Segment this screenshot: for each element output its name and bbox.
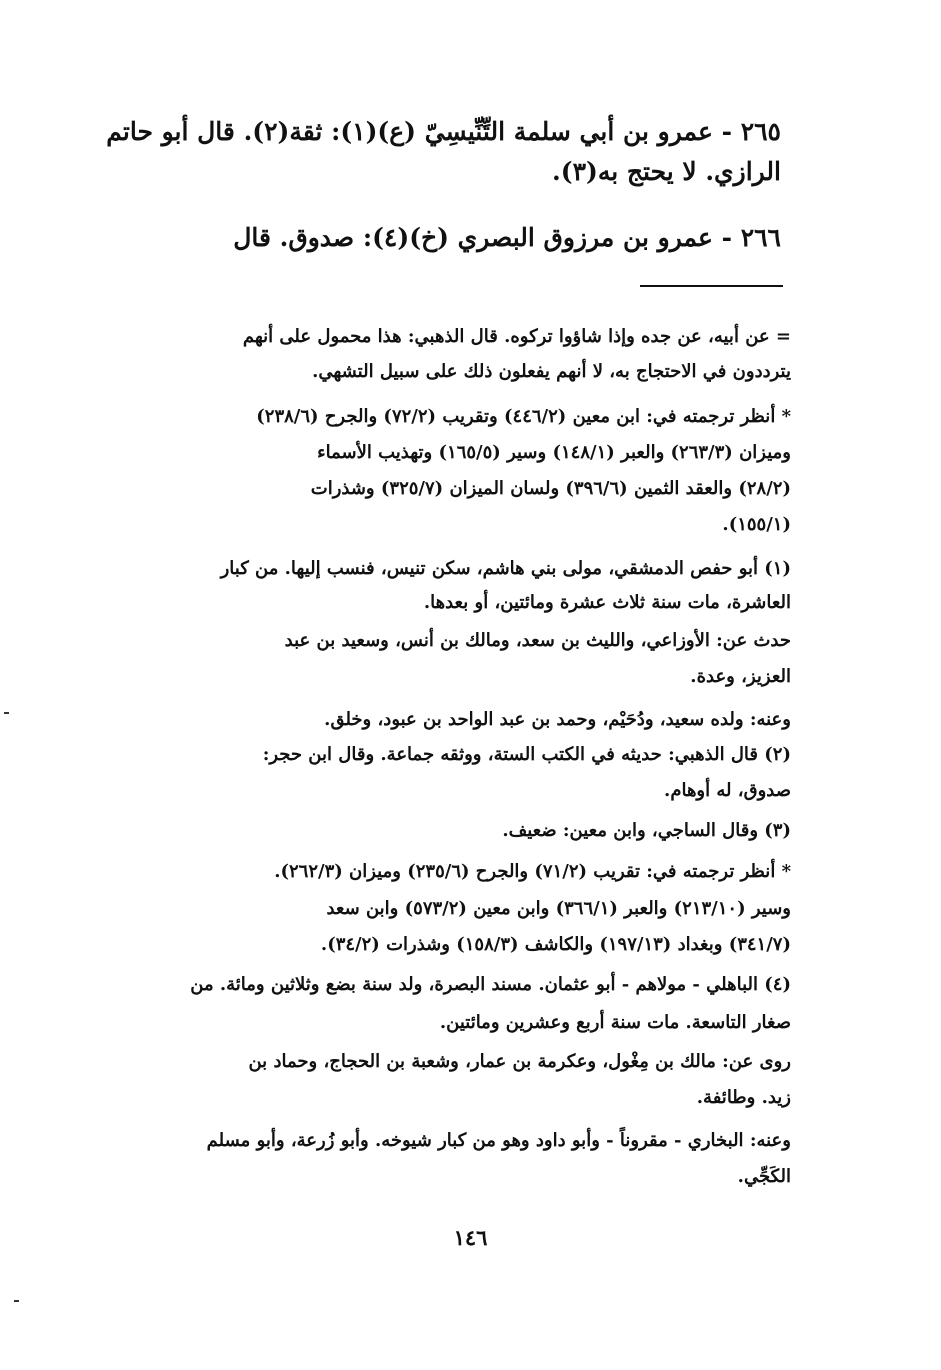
entry-265-line-2: [161, 152, 781, 192]
entry-text: الرازي. لا يحتج به(٣).: [552, 157, 781, 186]
entry-266: [101, 218, 781, 258]
footnote-line: وميزان (٢٦٣/٣) والعبر (١٤٨/١) وسير (١٦٥/٥) وتهذيب الأسماء: [317, 442, 791, 463]
scan-speck: [4, 712, 9, 714]
footnote-line: وسير (٢١٣/١٠) والعبر (٣٦٦/١) وابن معين (٥٧٣/٢) وابن سعد: [326, 898, 791, 919]
footnote-line: صغار التاسعة. مات سنة أربع وعشرين ومائتين.: [439, 1012, 791, 1033]
footnote-line: الكَجِّي.: [737, 1166, 791, 1187]
entry-text: - عمرو بن مرزوق البصري (خ)(٤): صدوق. قال: [233, 223, 732, 252]
footnote-line: روى عن: مالك بن مِغْول، وعكرمة بن عمار، وشعبة بن الحجاج، وحماد بن: [248, 1051, 791, 1072]
footnote-line: حدث عن: الأوزاعي، والليث بن سعد، ومالك بن أنس، وسعيد بن عبد: [284, 630, 791, 651]
footnote-line: صدوق، له أوهام.: [664, 780, 791, 801]
footnote-line: (٣٤١/٧) وبغداد (١٩٧/١٣) والكاشف (١٥٨/٣) وشذرات (٣٤/٢).: [320, 934, 791, 955]
entry-number: ٢٦٦: [740, 223, 781, 252]
footnote-line: * أنظر ترجمته في: ابن معين (٤٤٦/٢) وتقريب (٧٢/٢) والجرح (٢٣٨/٦): [256, 406, 791, 427]
footnote-line: (٤) الباهلي - مولاهم - أبو عثمان. مسند البصرة، ولد سنة بضع وثلاثين ومائة. من: [190, 974, 791, 995]
footnote-line: (٢٨/٢) والعقد الثمين (٣٩٦/٦) ولسان الميزان (٣٢٥/٧) وشذرات: [310, 478, 791, 499]
page-number: ١٤٦: [453, 1225, 488, 1250]
entry-265-line-1: [101, 112, 781, 152]
footnote-line: (١٥٥/١).: [722, 514, 791, 535]
footnote-line: العاشرة، مات سنة ثلاث عشرة ومائتين، أو بعدها.: [423, 592, 791, 613]
scan-speck: [14, 1300, 19, 1302]
footnote-line: زيد. وطائفة.: [696, 1087, 791, 1108]
footnote-line: * أنظر ترجمته في: تقريب (٧١/٢) والجرح (٢٣٥/٦) وميزان (٢٦٢/٣).: [274, 861, 791, 882]
footnote-separator: [640, 285, 783, 287]
footnote-line: يترددون في الاحتجاج به، لا أنهم يفعلون ذلك على سبيل التشهي.: [312, 361, 791, 382]
footnote-line: العزيز، وعدة.: [690, 666, 791, 687]
footnote-line: (٢) قال الذهبي: حديثه في الكتب الستة، ووثقه جماعة. وقال ابن حجر:: [262, 744, 791, 765]
footnote-line: = عن أبيه، عن جده وإذا شاؤوا تركوه. قال الذهبي: هذا محمول على أنهم: [242, 326, 791, 347]
footnote-line: (١) أبو حفص الدمشقي، مولى بني هاشم، سكن تنيس، فنسب إليها. من كبار: [220, 558, 791, 579]
entry-text: - عمرو بن أبي سلمة التِّنِّيسِيّ (ع)(١): ثقة(٢). قال أبو حاتم: [106, 117, 732, 146]
footnote-line: وعنه: ولده سعيد، ودُحَيْم، وحمد بن عبد الواحد بن عبود، وخلق.: [324, 709, 791, 730]
footnote-line: (٣) وقال الساجي، وابن معين: ضعيف.: [502, 820, 791, 841]
footnote-line: وعنه: البخاري - مقروناً - وأبو داود وهو من كبار شيوخه. وأبو زُرعة، وأبو مسلم: [206, 1130, 791, 1151]
entry-number: ٢٦٥: [740, 117, 781, 146]
